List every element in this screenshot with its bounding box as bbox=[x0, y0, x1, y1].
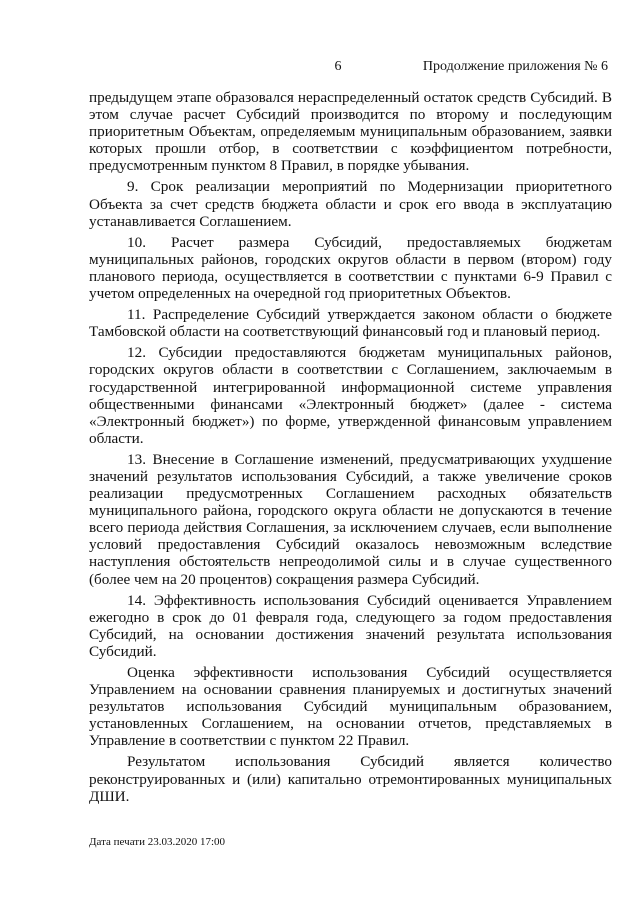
paragraph-result: Результатом использования Субсидий является количество реконструированных и (или) капитально отремонтированных муниципальных ДШИ. bbox=[89, 753, 612, 805]
paragraph-11: 11. Распределение Субсидий утверждается законом области о бюджете Тамбовской области на соответствующий финансовый год и плановый период. bbox=[89, 306, 612, 341]
header-note: Продолжение приложения № 6 bbox=[422, 59, 608, 74]
page-number: 6 bbox=[334, 59, 342, 74]
paragraph-13: 13. Внесение в Соглашение изменений, предусматривающих ухудшение значений результатов использования Субсидий, а также увеличение сроков реализации предусмотренных Соглашением расходных обязательств муниципального района, городского округа области не допускаются в течение всего периода действия Соглашения, за исключением случаев, если выполнение условий предоставления Субсидий оказалось невозможным вследствие наступления обстоятельств непреодолимой силы и в случае существенного (более чем на 20 процентов) сокращения размера Субсидий. bbox=[89, 450, 612, 588]
paragraph-10: 10. Расчет размера Субсидий, предоставляемых бюджетам муниципальных районов, городских округов области в первом (втором) году планового периода, осуществляется в соответствии с пунктами 6-9 Правил с учетом определенных на очередной год приоритетных Объектов. bbox=[89, 233, 612, 303]
paragraph-9: 9. Срок реализации мероприятий по Модернизации приоритетного Объекта за счет средств бюджета области и срок его ввода в эксплуатацию устанавливается Соглашением. bbox=[89, 178, 612, 230]
paragraph-continuation: предыдущем этапе образовался нераспределенный остаток средств Субсидий. В этом случае расчет Субсидий производится по второму и последующим приоритетным Объектам, определяемым муниципальным образованием, заявки которых прошли отбор, в соответствии с коэффициентом потребности, предусмотренным пунктом 8 Правил, в порядке убывания. bbox=[89, 89, 612, 175]
document-body bbox=[89, 89, 612, 809]
print-date-footer: Дата печати 23.03.2020 17:00 bbox=[89, 836, 226, 848]
paragraph-evaluation: Оценка эффективности использования Субсидий осуществляется Управлением на основании сравнения планируемых и достигнутых значений результатов использования Субсидий муниципальным образованием, установленных Соглашением, на основании отчетов, представляемых в Управление в соответствии с пунктом 22 Правил. bbox=[89, 664, 612, 750]
paragraph-14: 14. Эффективность использования Субсидий оценивается Управлением ежегодно в срок до 01 февраля года, следующего за годом предоставления Субсидий, на основании достижения значений результата использования Субсидий. bbox=[89, 591, 612, 660]
paragraph-12: 12. Субсидии предоставляются бюджетам муниципальных районов, городских округов области в соответствии с Соглашением, заключаемым в государственной интегрированной информационной системе управления общественными финансами «Электронный бюджет» (далее - система «Электронный бюджет») по форме, утвержденной финансовым управлением области. bbox=[89, 344, 612, 447]
